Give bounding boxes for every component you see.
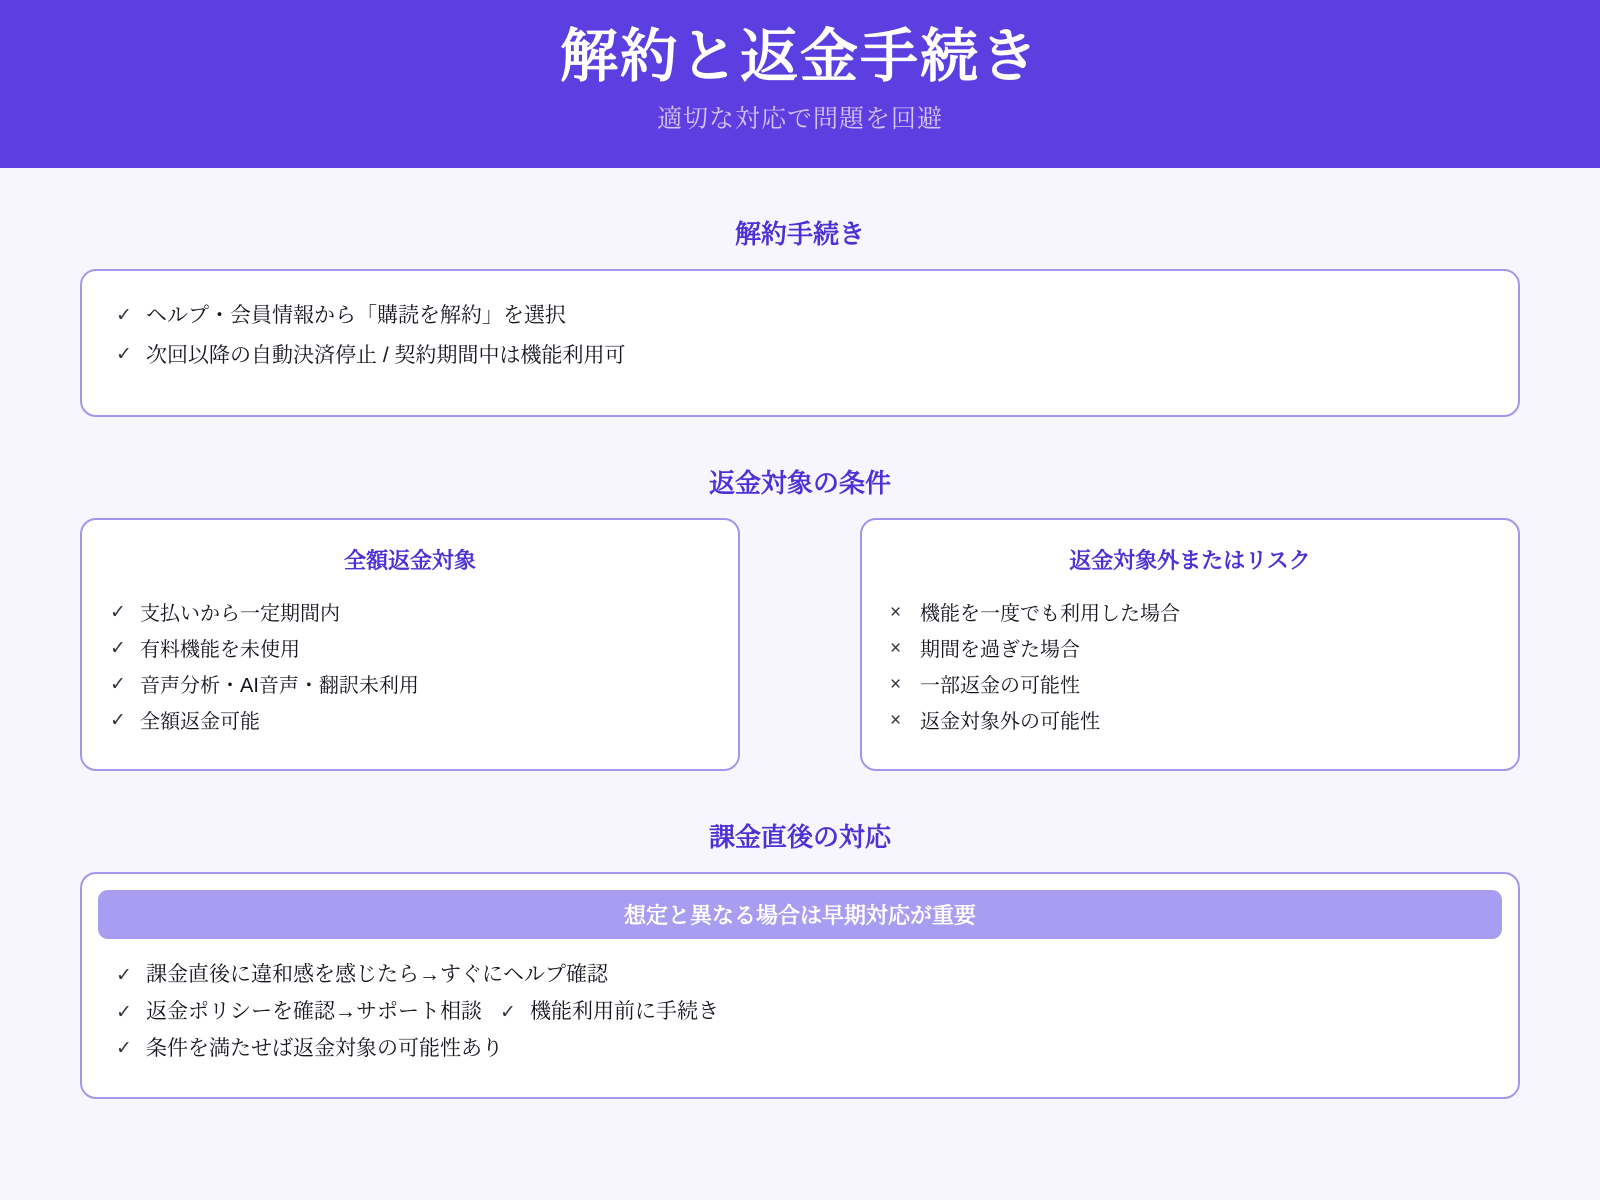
list-item-label: 期間を過ぎた場合 bbox=[920, 639, 1080, 661]
list-item-label: 全額返金可能 bbox=[140, 711, 260, 733]
list-item bbox=[116, 299, 1484, 333]
list-item-label: 返金対象外の可能性 bbox=[920, 711, 1100, 733]
list-item-label: 次回以降の自動決済停止 / 契約期間中は機能利用可 bbox=[146, 343, 626, 367]
page-title: 解約と返金手続き bbox=[559, 24, 1040, 89]
immediate-list bbox=[98, 957, 1502, 1067]
check-icon: ✓ bbox=[116, 1001, 132, 1023]
list-item bbox=[890, 705, 1490, 739]
list-item bbox=[890, 597, 1490, 631]
list-item-label: 有料機能を未使用 bbox=[140, 639, 300, 661]
page-subtitle: 適切な対応で問題を回避 bbox=[656, 104, 943, 133]
immediate-response-card bbox=[80, 872, 1520, 1099]
list-item-label: 機能を一度でも利用した場合 bbox=[920, 603, 1180, 625]
check-icon: ✓ bbox=[116, 1038, 132, 1060]
cross-icon: × bbox=[890, 710, 902, 731]
list-item bbox=[116, 994, 1484, 1031]
check-icon: ✓ bbox=[110, 710, 126, 731]
check-icon: ✓ bbox=[110, 638, 126, 659]
list-item-inline-label: 機能利用前に手続き bbox=[530, 999, 719, 1023]
list-item bbox=[116, 1031, 1484, 1068]
check-icon: ✓ bbox=[116, 304, 132, 326]
list-item-inline bbox=[500, 994, 719, 1031]
refund-eligible-card bbox=[80, 518, 740, 771]
list-item-label: 返金ポリシーを確認→サポート相談 bbox=[146, 999, 482, 1023]
cancel-procedure-card bbox=[80, 269, 1520, 417]
cross-icon: × bbox=[890, 638, 902, 659]
section-title-immediate: 課金直後の対応 bbox=[708, 822, 891, 852]
cross-icon: × bbox=[890, 674, 902, 695]
page-content bbox=[0, 214, 1600, 1099]
page-header bbox=[0, 0, 1600, 168]
list-item bbox=[110, 597, 710, 631]
refund-ineligible-title: 返金対象外またはリスク bbox=[1069, 548, 1311, 573]
check-icon: ✓ bbox=[116, 964, 132, 986]
section-title-cancel: 解約手続き bbox=[734, 219, 865, 249]
list-item bbox=[890, 669, 1490, 703]
list-item-label: 一部返金の可能性 bbox=[920, 675, 1080, 697]
list-item-label: 条件を満たせば返金対象の可能性あり bbox=[146, 1036, 503, 1060]
list-item-label: 音声分析・AI音声・翻訳未利用 bbox=[140, 675, 419, 697]
list-item bbox=[890, 633, 1490, 667]
check-icon: ✓ bbox=[116, 344, 132, 366]
check-icon: ✓ bbox=[110, 674, 126, 695]
cross-icon: × bbox=[890, 602, 902, 623]
check-icon: ✓ bbox=[110, 602, 126, 623]
immediate-banner: 想定と異なる場合は早期対応が重要 bbox=[98, 890, 1502, 939]
list-item-label: 支払いから一定期間内 bbox=[140, 603, 340, 625]
list-item bbox=[110, 633, 710, 667]
list-item bbox=[116, 957, 1484, 994]
section-title-refund: 返金対象の条件 bbox=[708, 468, 891, 498]
list-item-label: 課金直後に違和感を感じたら→すぐにヘルプ確認 bbox=[146, 963, 608, 986]
list-item bbox=[110, 705, 710, 739]
check-icon: ✓ bbox=[500, 1001, 516, 1023]
list-item bbox=[110, 669, 710, 703]
refund-ineligible-card bbox=[860, 518, 1520, 771]
list-item-label: ヘルプ・会員情報から「購読を解約」を選択 bbox=[146, 304, 566, 327]
refund-eligible-title: 全額返金対象 bbox=[343, 548, 476, 573]
refund-conditions-row bbox=[80, 518, 1520, 771]
list-item bbox=[116, 339, 1484, 373]
